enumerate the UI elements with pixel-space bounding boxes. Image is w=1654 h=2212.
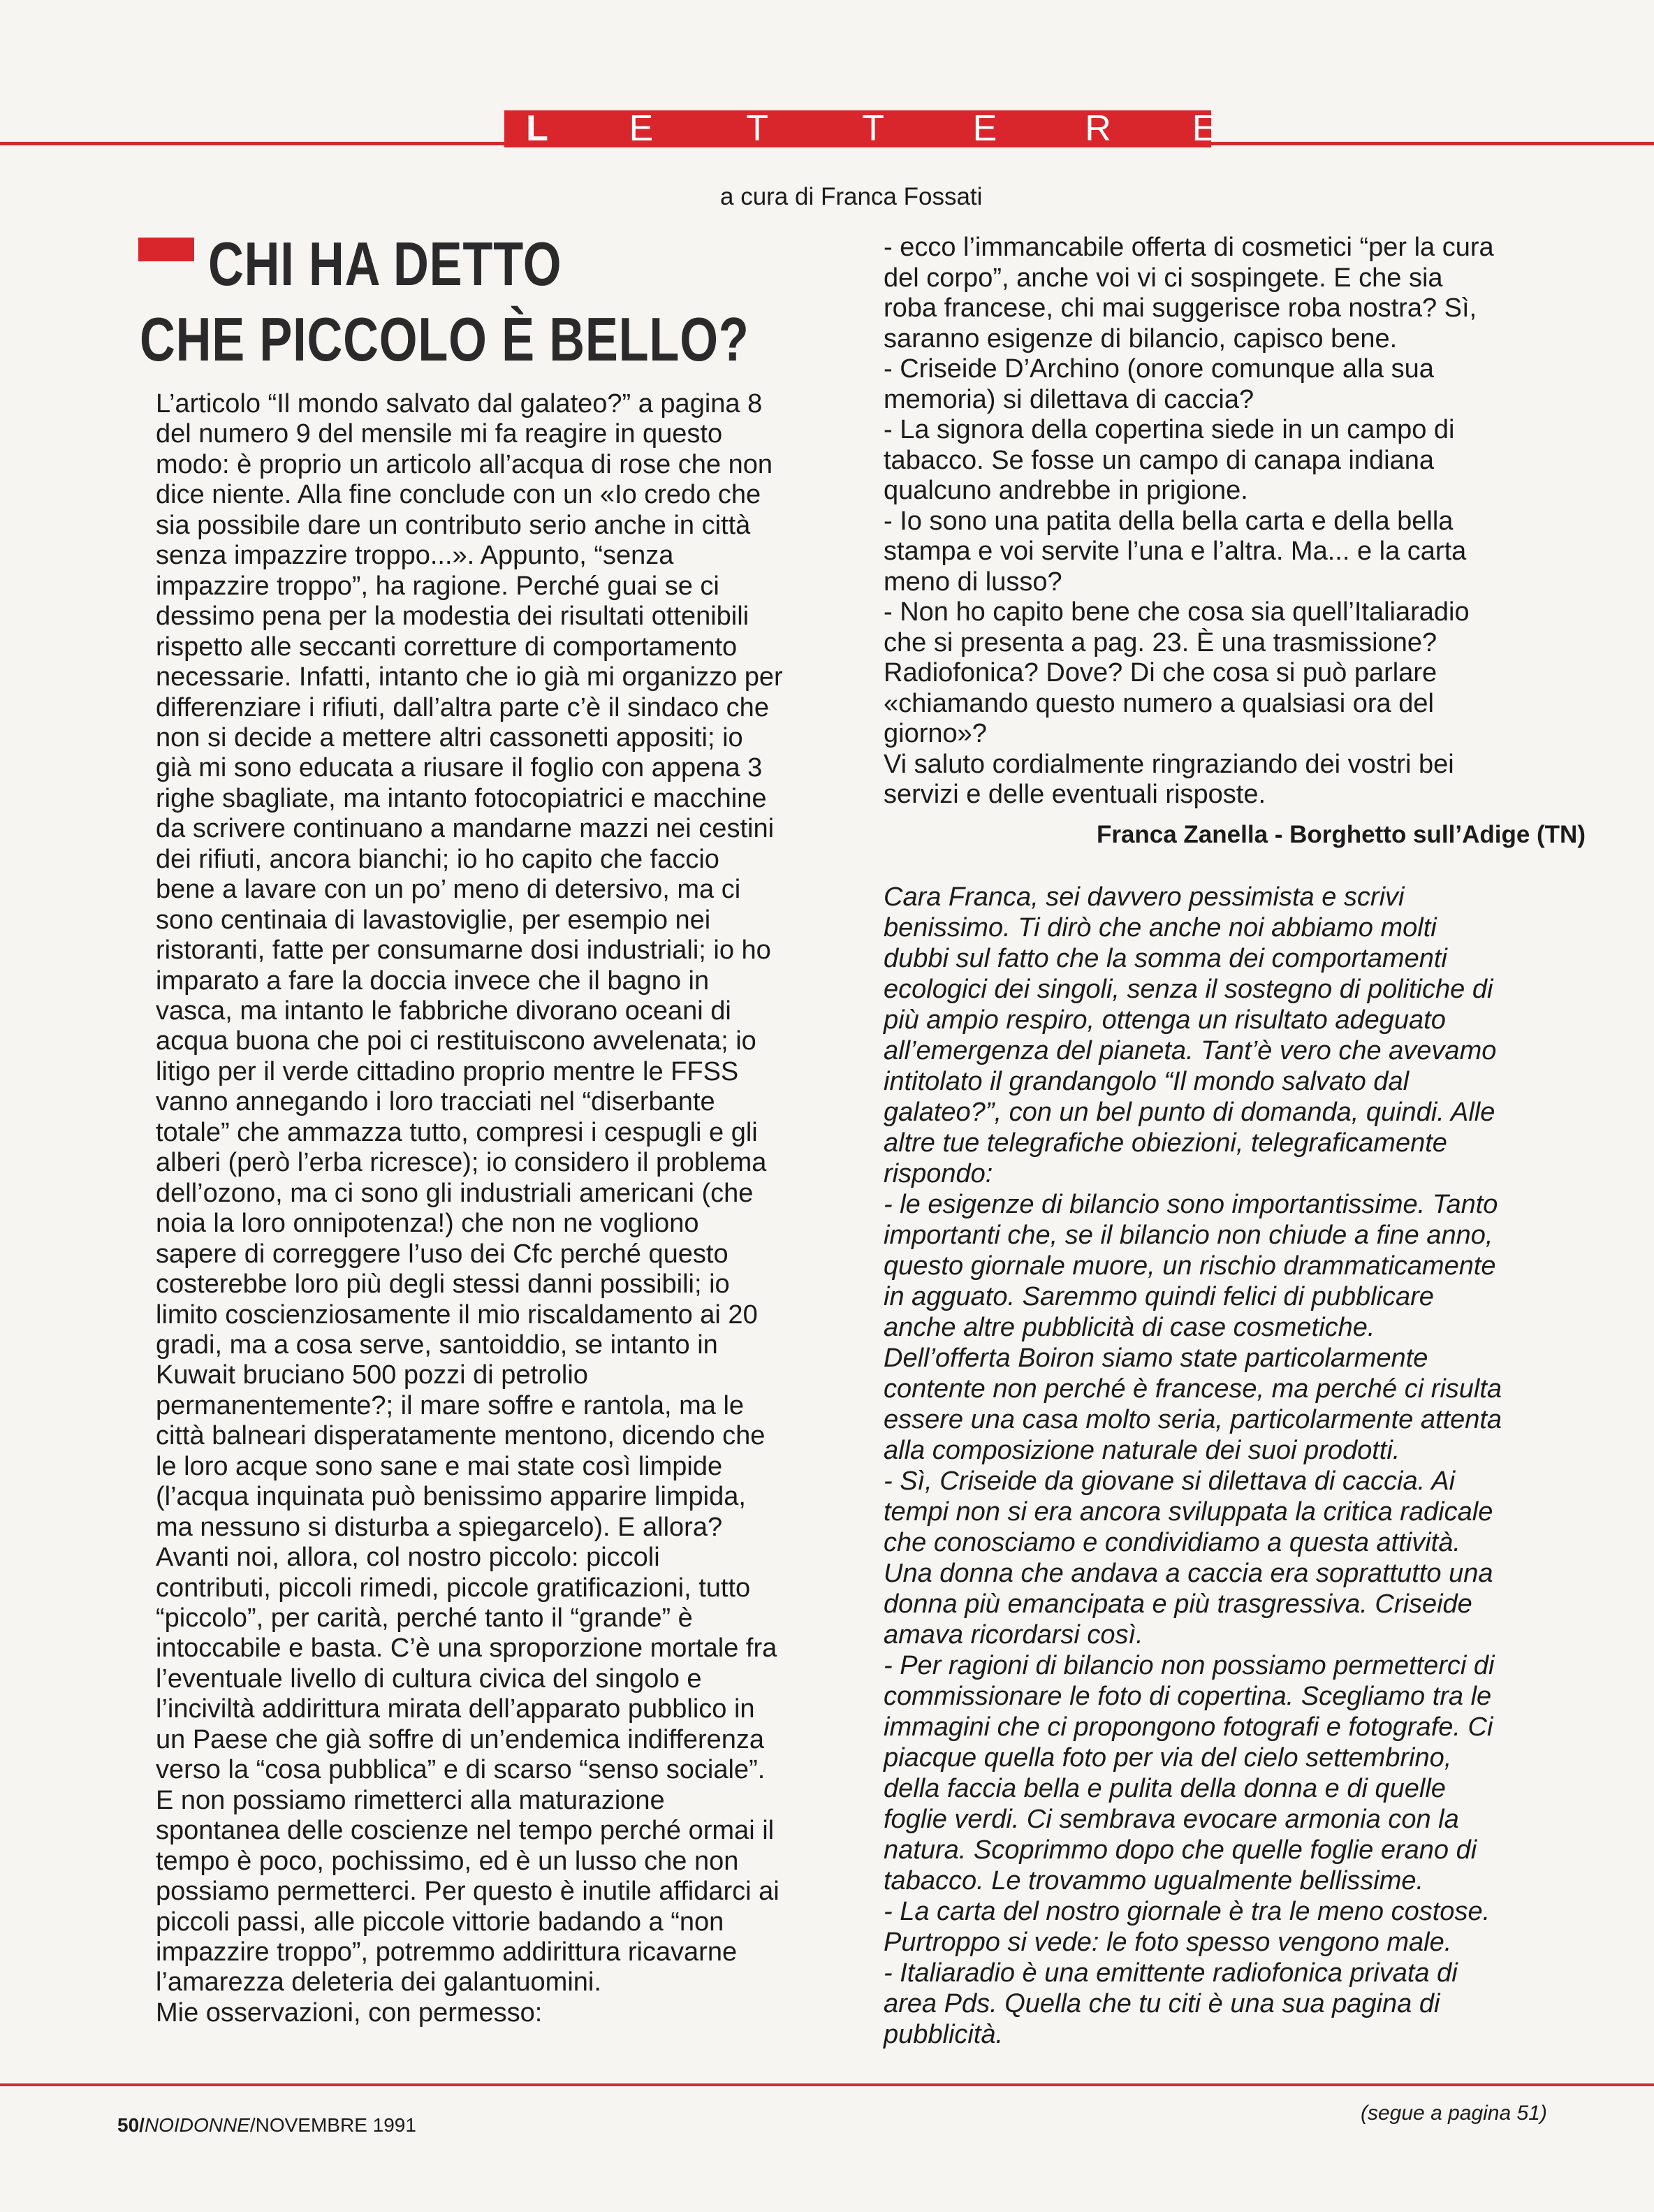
- text-line: verso la “cosa pubblica” e di scarso “senso sociale”.: [156, 1755, 766, 1785]
- text-line: - Per ragioni di bilancio non possiamo permetterci di: [884, 1651, 1495, 1680]
- text-line: altre tue telegrafiche obiezioni, telegraficamente: [884, 1128, 1447, 1158]
- bottom-rule: [0, 2083, 1654, 2086]
- text-line: - Italiaradio è una emittente radiofonica privata di: [884, 1958, 1458, 1988]
- text-line: non si decide a mettere altri cassonetti appositi; io: [156, 722, 743, 752]
- text-line: benissimo. Ti dirò che anche noi abbiamo molti: [884, 913, 1437, 943]
- text-line: l’inciviltà addirittura mirata dell’apparato pubblico in: [156, 1694, 755, 1724]
- text-line: anche altre pubblicità di case cosmetiche.: [884, 1313, 1375, 1342]
- text-line: - ecco l’immancabile offerta di cosmetici “per la cura: [884, 233, 1494, 262]
- text-line: l’amarezza deleteria dei galantuomini.: [156, 1967, 601, 1998]
- text-line: sono centinaia di lavastoviglie, per esempio nei: [156, 905, 711, 935]
- text-line: contributi, piccoli rimedi, piccole gratificazioni, tutto: [156, 1573, 751, 1603]
- text-line: Cara Franca, sei davvero pessimista e scrivi: [884, 882, 1405, 912]
- text-line: all’emergenza del pianeta. Tant’è vero che avevamo: [884, 1036, 1497, 1065]
- text-line: - La signora della copertina siede in un campo di: [884, 415, 1455, 444]
- text-line: alberi (però l’erba ricresce); io considero il problema: [156, 1148, 767, 1178]
- text-line: già mi sono educata a riusare il foglio con appena 3: [156, 753, 763, 783]
- text-line: gradi, ma a cosa serve, santoiddio, se intanto in: [156, 1330, 718, 1360]
- text-line: donna più emancipata e più trasgressiva. Criseide: [884, 1589, 1472, 1619]
- text-line: dice niente. Alla fine conclude con un «Io credo che: [156, 480, 761, 510]
- text-line: in agguato. Saremmo quindi felici di pubblicare: [884, 1282, 1434, 1311]
- text-line: immagini che ci propongono fotografi e fotografe. Ci: [884, 1712, 1493, 1742]
- text-line: vasca, ma intanto le fabbriche divorano oceani di: [156, 996, 731, 1026]
- text-line: contente non perché è francese, ma perché ci risulta: [884, 1374, 1502, 1404]
- text-line: costerebbe loro più degli stessi danni possibili; io: [156, 1269, 730, 1300]
- text-line: meno di lusso?: [884, 567, 1062, 597]
- text-line: natura. Scoprimmo dopo che quelle foglie erano di: [884, 1835, 1477, 1865]
- headline-line-2: CHE PICCOLO È BELLO?: [140, 305, 749, 374]
- text-line: modo: è proprio un articolo all’acqua di rose che non: [156, 449, 773, 479]
- text-line: roba francese, chi mai suggerisce roba nostra? Sì,: [884, 293, 1477, 323]
- headline-line-1: CHI HA DETTO: [208, 229, 562, 298]
- text-line: dubbi sul fatto che la somma dei comportamenti: [884, 944, 1447, 973]
- text-line: - Criseide D’Archino (onore comunque alla sua: [884, 354, 1434, 384]
- text-line: E non possiamo rimetterci alla maturazione: [156, 1785, 665, 1815]
- text-line: impazzire troppo”, potremmo addirittura ricavarne: [156, 1937, 738, 1967]
- text-line: della faccia bella e pulita della donna e di quelle: [884, 1774, 1446, 1803]
- text-line: galateo?”, con un bel punto di domanda, quindi. Alle: [884, 1098, 1495, 1127]
- magazine-name: NOIDONNE: [144, 2114, 250, 2136]
- continued-note: (segue a pagina 51): [1361, 2102, 1547, 2125]
- section-letter: E: [629, 108, 654, 149]
- text-line: imparato a fare la doccia invece che il bagno in: [156, 966, 710, 996]
- curator-credit: a cura di Franca Fossati: [720, 183, 983, 210]
- text-line: permanentemente?; il mare soffre e rantola, ma le: [156, 1390, 745, 1420]
- text-line: L’articolo “Il mondo salvato dal galateo?” a pagina 8: [156, 389, 763, 419]
- text-line: rispondo:: [884, 1159, 993, 1188]
- text-line: - Sì, Criseide da giovane si dilettava di caccia. Ai: [884, 1467, 1456, 1496]
- section-letter: E: [1192, 108, 1217, 149]
- text-line: ma nessuno si disturba a spiegarcelo). E allora?: [156, 1512, 723, 1542]
- text-line: del corpo”, anche voi vi ci sospingete. E che sia: [884, 263, 1443, 293]
- text-line: più ampio respiro, ottenga un risultato adeguato: [884, 1005, 1446, 1035]
- text-line: un Paese che già soffre di un’endemica indifferenza: [156, 1724, 765, 1754]
- text-line: qualcuno andrebbe in prigione.: [884, 476, 1248, 505]
- text-line: dei rifiuti, ancora bianchi; io ho capito che faccio: [156, 844, 719, 874]
- text-line: litigo per il verde cittadino proprio mentre le FFSS: [156, 1056, 739, 1086]
- text-line: commissionare le foto di copertina. Scegliamo tra le: [884, 1682, 1492, 1711]
- text-line: foglie verdi. Ci sembrava evocare armonia con la: [884, 1805, 1459, 1834]
- text-line: sia possibile dare un contributo serio anche in città: [156, 510, 751, 540]
- text-line: limito coscienziosamente il mio riscaldamento ai 20: [156, 1300, 758, 1330]
- text-line: Dell’offerta Boiron siamo state particolarmente: [884, 1344, 1428, 1373]
- text-line: - Io sono una patita della bella carta e della bella: [884, 506, 1454, 536]
- text-line: l’eventuale livello di cultura civica del singolo e: [156, 1664, 702, 1694]
- text-line: possiamo permetterci. Per questo è inutile affidarci ai: [156, 1877, 780, 1907]
- text-line: bene a lavare con un po’ meno di detersivo, ma ci: [156, 875, 741, 905]
- text-line: area Pds. Quella che tu citi è una sua pagina di: [884, 1989, 1440, 2018]
- text-line: tempi non si era ancora sviluppata la critica radicale: [884, 1497, 1493, 1527]
- text-line: Avanti noi, allora, col nostro piccolo: piccoli: [156, 1543, 660, 1573]
- text-line: intitolato il grandangolo “Il mondo salvato dal: [884, 1067, 1410, 1096]
- text-line: Vi saluto cordialmente ringraziando dei vostri bei: [884, 749, 1454, 779]
- text-line: impazzire troppo”, ha ragione. Perché guai se ci: [156, 571, 719, 601]
- issue-date: /NOVEMBRE 1991: [249, 2114, 416, 2136]
- text-line: righe sbagliate, ma intanto fotocopiatrici e macchine: [156, 783, 767, 813]
- text-line: - Non ho capito bene che cosa sia quell’Italiaradio: [884, 597, 1470, 627]
- text-line: ristoranti, fatte per consumarne dosi industriali; io ho: [156, 936, 771, 966]
- text-line: da scrivere continuano a mandarne mazzi nei cestini: [156, 814, 775, 844]
- text-line: che conosciamo e condividiamo a questa attività.: [884, 1528, 1461, 1557]
- text-line: sapere di correggere l’uso dei Cfc perché questo: [156, 1239, 729, 1269]
- letter-signature: Franca Zanella - Borghetto sull’Adige (TN): [1096, 821, 1586, 848]
- text-line: stampa e voi servite l’una e l’altra. Ma... e la carta: [884, 537, 1467, 566]
- text-line: Mie osservazioni, con permesso:: [156, 1998, 543, 2028]
- section-letter: T: [746, 108, 768, 149]
- text-line: amava ricordarsi così.: [884, 1620, 1143, 1650]
- text-line: piacque quella foto per via del cielo settembrino,: [884, 1743, 1452, 1773]
- text-line: - le esigenze di bilancio sono importantissime. Tanto: [884, 1190, 1498, 1219]
- text-line: intoccabile e basta. C’è una sproporzione mortale fra: [156, 1633, 777, 1664]
- text-line: vanno annegando i loro tracciati nel “diserbante: [156, 1087, 715, 1117]
- editor-reply: [884, 0, 1610, 2096]
- text-line: Radiofonica? Dove? Di che cosa si può parlare: [884, 658, 1437, 687]
- text-line: senza impazzire troppo...». Appunto, “senza: [156, 541, 674, 571]
- text-line: alla composizione naturale dei suoi prodotti.: [884, 1436, 1400, 1465]
- text-line: rispetto alle seccanti corretture di comportamento: [156, 632, 738, 662]
- text-line: le loro acque sono sane e mai state così limpide: [156, 1451, 723, 1481]
- text-line: questo giornale muore, un rischio drammaticamente: [884, 1251, 1496, 1281]
- text-line: importanti che, se il bilancio non chiude a fine anno,: [884, 1221, 1493, 1250]
- section-letter: E: [972, 108, 997, 149]
- text-line: dessimo pena per la modestia dei risultati ottenibili: [156, 602, 749, 632]
- text-line: totale” che ammazza tutto, compresi i cespugli e gli: [156, 1117, 758, 1147]
- text-line: Kuwait bruciano 500 pozzi di petrolio: [156, 1360, 588, 1390]
- text-line: ecologici dei singoli, senza il sostegno di politiche di: [884, 975, 1493, 1004]
- section-letter: R: [1085, 108, 1111, 149]
- text-line: Purtroppo si vede: le foto spesso vengono male.: [884, 1928, 1452, 1957]
- text-line: servizi e delle eventuali risposte.: [884, 780, 1266, 809]
- text-line: acqua buona che poi ci restituiscono avvelenata; io: [156, 1026, 756, 1056]
- text-line: città balneari disperatamente mentono, dicendo che: [156, 1421, 766, 1451]
- text-line: Una donna che andava a caccia era soprattutto una: [884, 1559, 1493, 1588]
- text-line: (l’acqua inquinata può benissimo apparire limpida,: [156, 1482, 746, 1512]
- text-line: “piccolo”, per carità, perché tanto il “grande” è: [156, 1603, 693, 1633]
- text-line: «chiamando questo numero a qualsiasi ora del: [884, 688, 1434, 718]
- section-letter: T: [862, 108, 884, 149]
- text-line: che si presenta a pag. 23. È una trasmissione?: [884, 627, 1437, 657]
- page-footer: [117, 2114, 416, 2137]
- text-line: tabacco. Le trovammo ugualmente bellissime.: [884, 1866, 1424, 1896]
- text-line: del numero 9 del mensile mi fa reagire in questo: [156, 419, 723, 449]
- letter-left-column: [156, 0, 854, 2096]
- text-line: necessarie. Infatti, intanto che io già mi organizzo per: [156, 662, 783, 692]
- text-line: saranno esigenze di bilancio, capisco bene.: [884, 323, 1398, 354]
- text-line: differenziare i rifiuti, dall’altra parte c’è il sindaco che: [156, 692, 769, 722]
- text-line: essere una casa molto seria, particolarmente attenta: [884, 1405, 1502, 1434]
- text-line: - La carta del nostro giornale è tra le meno costose.: [884, 1897, 1491, 1926]
- text-line: piccoli passi, alle piccole vittorie badando a “non: [156, 1907, 724, 1937]
- text-line: pubblicità.: [884, 2020, 1004, 2049]
- text-line: tabacco. Se fosse un campo di canapa indiana: [884, 445, 1434, 475]
- text-line: giorno»?: [884, 719, 987, 748]
- text-line: noia la loro onnipotenza!) che non ne vogliono: [156, 1209, 699, 1239]
- text-line: dell’ozono, ma ci sono gli industriali americani (che: [156, 1178, 754, 1208]
- text-line: memoria) si dilettava di caccia?: [884, 384, 1254, 414]
- page-number: 50/: [117, 2114, 145, 2136]
- section-letter: L: [526, 108, 548, 149]
- text-line: tempo è poco, pochissimo, ed è un lusso che non: [156, 1846, 739, 1876]
- text-line: spontanea delle coscienze nel tempo perché ormai il: [156, 1816, 775, 1846]
